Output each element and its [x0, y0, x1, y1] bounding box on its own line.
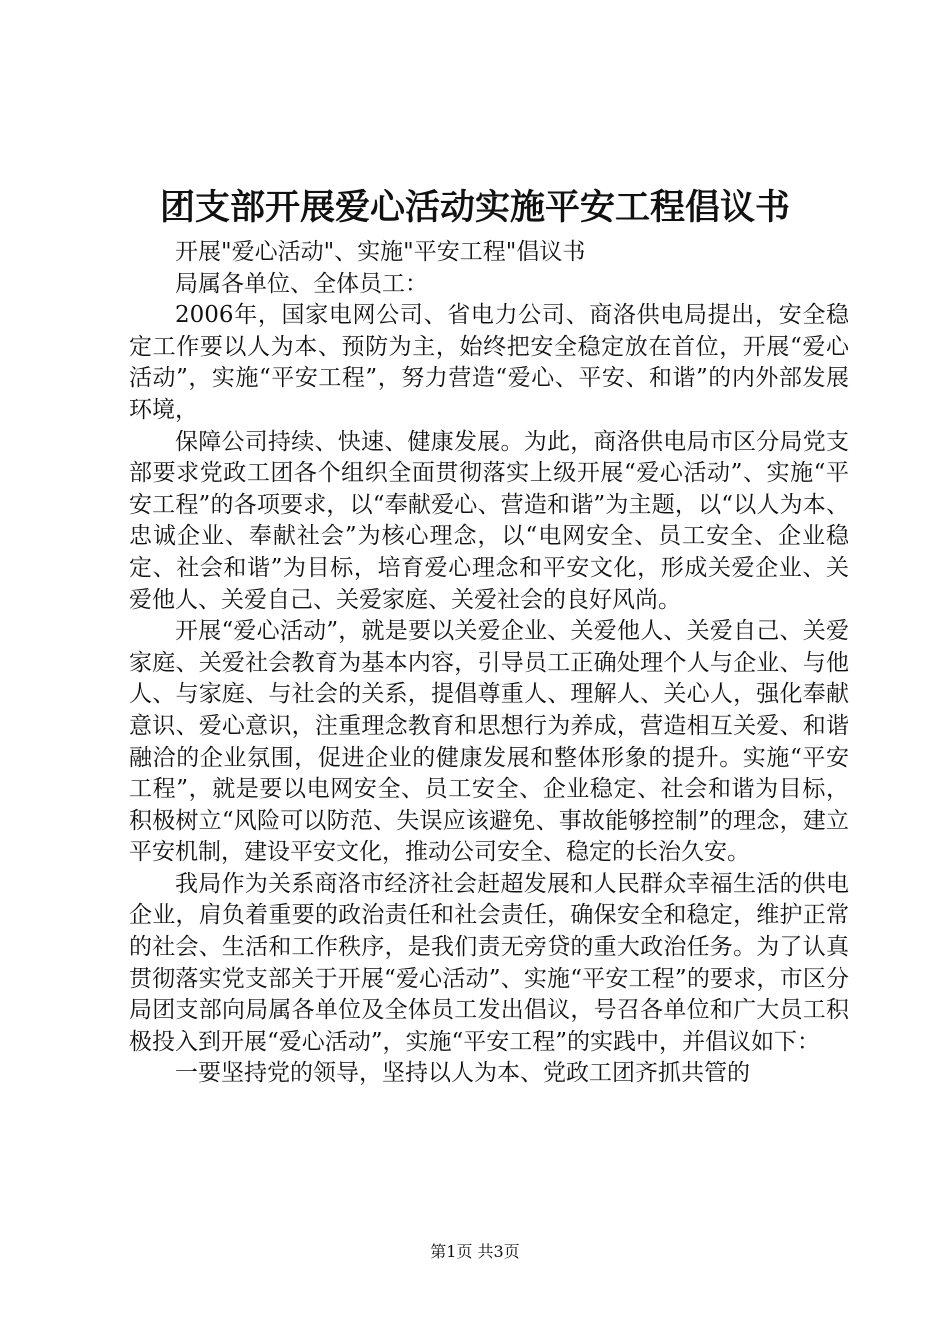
paragraph-1: 2006年，国家电网公司、省电力公司、商洛供电局提出，安全稳定工作要以人为本、预防为主，始终把安全稳定放在首位，开展“爱心活动”，实施“平安工程”，努力营造“爱心、平安、和谐”的内外部发展环境， — [129, 302, 849, 423]
page-footer: 第1页 共3页 — [430, 1242, 520, 1261]
paragraph-5: 一要坚持党的领导，坚持以人为本、党政工团齐抓共管的 — [175, 1060, 750, 1087]
document-body — [129, 237, 849, 1090]
paragraph-4: 我局作为关系商洛市经济社会赶超发展和人民群众幸福生活的供电企业，肩负着重要的政治责任和社会责任，确保安全和稳定，维护正常的社会、生活和工作秩序，是我们责无旁贷的重大政治任务。为了认真贯彻落实党支部关于开展“爱心活动”、实施“平安工程”的要求，市区分局团支部向局属各单位及全体员工发出倡议，号召各单位和广大员工积极投入到开展“爱心活动”，实施“平安工程”的实践中，并倡议如下： — [129, 870, 849, 1055]
paragraph-2: 保障公司持续、快速、健康发展。为此，商洛供电局市区分局党支部要求党政工团各个组织全面贯彻落实上级开展“爱心活动”、实施“平安工程”的各项要求，以“奉献爱心、营造和谐”为主题，以“以人为本、忠诚企业、奉献社会”为核心理念，以“电网安全、员工安全、企业稳定、社会和谐”为目标，培育爱心理念和平安文化，形成关爱企业、关爱他人、关爱自己、关爱家庭、关爱社会的良好风尚。 — [129, 428, 849, 613]
paragraph-subtitle: 开展"爱心活动"、实施"平安工程"倡议书 — [175, 239, 586, 265]
paragraph-salutation: 局属各单位、全体员工： — [175, 270, 428, 297]
paragraph-3: 开展“爱心活动”，就是要以关爱企业、关爱他人、关爱自己、关爱家庭、关爱社会教育为基本内容，引导员工正确处理个人与企业、与他人、与家庭、与社会的关系，提倡尊重人、理解人、关心人，强化奉献意识、爱心意识，注重理念教育和思想行为养成，营造相互关爱、和谐融洽的企业氛围，促进企业的健康发展和整体形象的提升。实施“平安工程”，就是要以电网安全、员工安全、企业稳定、社会和谐为目标，积极树立“风险可以防范、失误应该避免、事故能够控制”的理念，建立平安机制，建设平安文化，推动公司安全、稳定的长治久安。 — [129, 618, 849, 866]
page-title: 团支部开展爱心活动实施平安工程倡议书 — [159, 187, 790, 228]
